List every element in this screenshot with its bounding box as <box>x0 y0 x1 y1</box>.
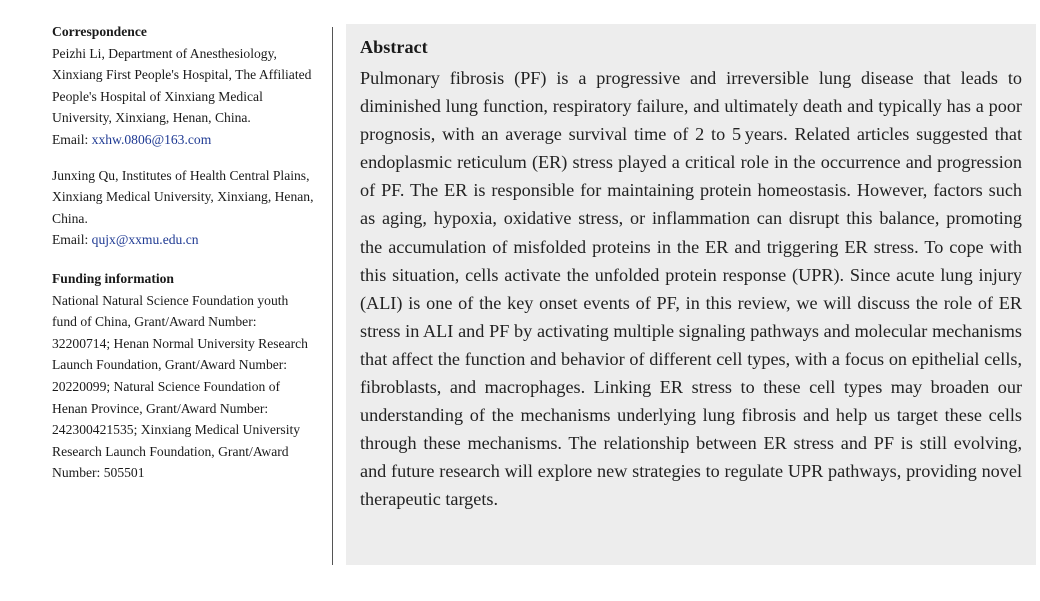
contact-1-text: Peizhi Li, Department of Anesthesiology, Xinxiang First People's Hospital, The Affiliated People's Hospital of Xinxiang Medical University, Xinxiang, Henan, China. <box>52 45 312 126</box>
correspondence-contact-1 <box>52 43 314 151</box>
funding-text: National Natural Science Foundation youth fund of China, Grant/Award Number: 32200714; Henan Normal University Research Launch Foundation, Grant/Award Number: 20220099; Natural Science Foundation of Henan Province, Grant/Award Number: 242300421535; Xinxiang Medical University Research Launch Foundation, Grant/Award Number: 505501 <box>52 292 308 481</box>
contact-1-email-link[interactable]: xxhw.0806@163.com <box>91 131 212 147</box>
contact-2-email-link[interactable]: qujx@xxmu.edu.cn <box>91 232 199 248</box>
funding-heading: Funding information <box>52 270 174 286</box>
column-divider <box>332 27 333 565</box>
abstract-box <box>346 24 1036 565</box>
abstract-text: Pulmonary fibrosis (PF) is a progressive and irreversible lung disease that leads to diminished lung function, respiratory failure, and ultimately death and typically has a poor prognosis, with an average survival time of 2 to 5 years. Related articles suggested that endoplasmic reticulum (ER) stress played a critical role in the occurrence and progression of PF. The ER is responsible for maintaining protein homeostasis. However, factors such as aging, hypoxia, oxidative stress, or inflammation can disrupt this balance, promoting the accumulation of misfolded proteins in the ER and triggering ER stress. To cope with this situation, cells activate the unfolded protein response (UPR). Since acute lung injury (ALI) is one of the key onset events of PF, in this review, we will discuss the role of ER stress in ALI and PF by activating multiple signaling pathways and molecular mechanisms that affect the function and behavior of different cell types, with a focus on epithelial cells, fibroblasts, and macrophages. Linking ER stress to these cell types may broaden our understanding of the mechanisms underlying lung fibrosis and help us target these cells through these mechanisms. The relationship between ER stress and PF is still evolving, and future research will explore new strategies to regulate UPR pathways, providing novel therapeutic targets. <box>360 68 1022 510</box>
correspondence-contact-2 <box>52 165 314 251</box>
contact-2-email-label: Email: <box>52 232 89 248</box>
article-sidebar <box>52 21 314 484</box>
abstract-heading: Abstract <box>360 37 428 57</box>
correspondence-heading: Correspondence <box>52 24 147 39</box>
contact-1-email-label: Email: <box>52 131 89 147</box>
contact-2-text: Junxing Qu, Institutes of Health Central Plains, Xinxiang Medical University, Xinxiang, Henan, China. <box>52 167 314 226</box>
